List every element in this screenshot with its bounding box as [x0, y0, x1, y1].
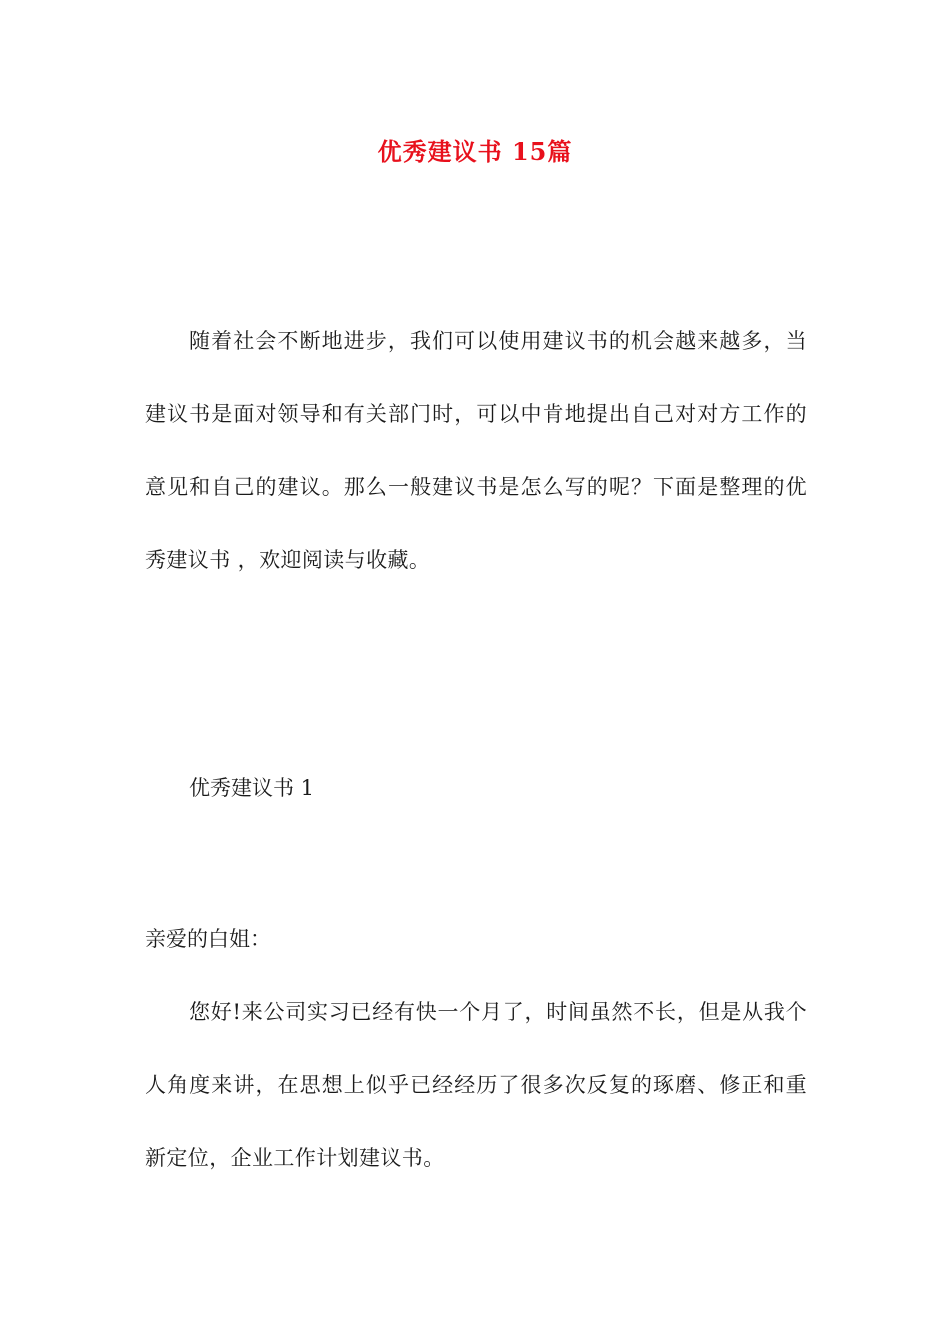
letter-paragraph: 您好!来公司实习已经有快一个月了，时间虽然不长，但是从我个人角度来讲，在思想上似乎已经经历了很多次反复的琢磨、修正和重新定位，企业工作计划建议书。 [145, 1000, 807, 1170]
letter-salutation: 亲爱的白姐： [145, 927, 271, 951]
document-title: 优秀建议书 15篇 [377, 137, 573, 166]
intro-paragraph: 随着社会不断地进步，我们可以使用建议书的机会越来越多，当建议书是面对领导和有关部门时，可以中肯地提出自己对对方工作的意见和自己的建议。那么一般建议书是怎么写的呢？下面是整理的优秀建议书 ，欢迎阅读与收藏。 [145, 329, 807, 572]
section-heading: 优秀建议书 1 [189, 776, 315, 800]
